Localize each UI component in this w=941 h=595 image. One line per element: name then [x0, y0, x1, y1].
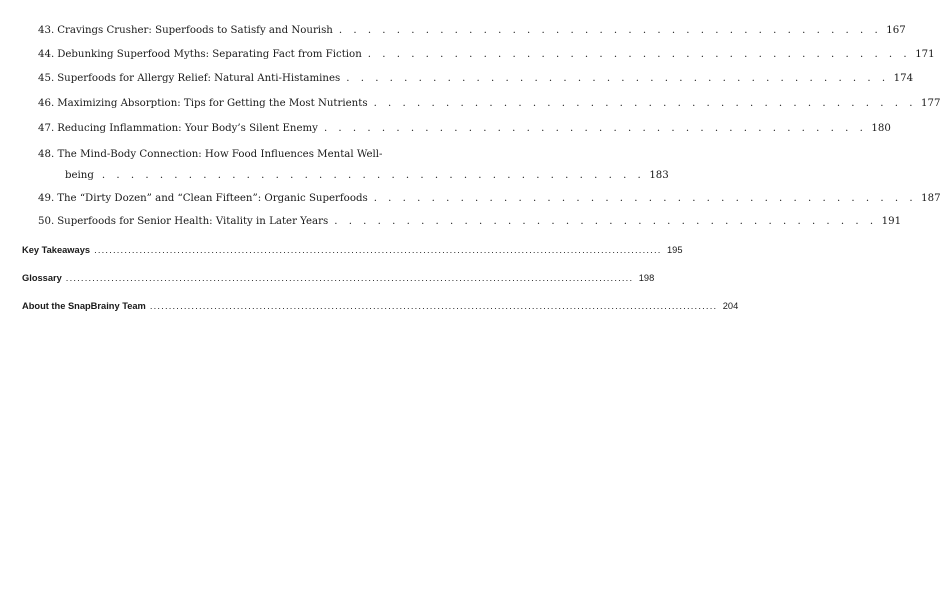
toc-entry-chapter-43[interactable]	[38, 24, 906, 37]
chapter-page-number: 174	[893, 73, 914, 84]
chapter-title-continued: being	[65, 170, 94, 181]
chapter-title: Debunking Superfood Myths: Separating Fact from Fiction	[57, 49, 362, 60]
toc-entry-chapter-46[interactable]	[38, 97, 941, 110]
chapter-number: 47.	[38, 123, 55, 134]
chapter-number: 46.	[38, 98, 55, 109]
chapter-title: The “Dirty Dozen” and “Clean Fifteen”: Organic Superfoods	[57, 193, 368, 204]
section-title: About the SnapBrainy Team	[22, 301, 146, 311]
toc-entry-chapter-48[interactable]	[38, 148, 669, 182]
leader-dots: . . . . . . . . . . . . . . . . . . . . . . . . . . . . . . . . . . . . . .	[338, 25, 882, 36]
leader-dots: . . . . . . . . . . . . . . . . . . . . . . . . . . . . . . . . . . . . . .	[367, 49, 911, 60]
toc-entry-chapter-49[interactable]	[38, 192, 941, 205]
chapter-page-number: 191	[881, 216, 902, 227]
toc-entry-glossary[interactable]	[22, 272, 655, 284]
chapter-title-line-2	[38, 169, 669, 182]
chapter-title-line-1	[38, 148, 398, 161]
chapter-page-number: 183	[649, 170, 669, 181]
toc-entry-chapter-45[interactable]	[38, 72, 914, 85]
toc-entry-chapter-47[interactable]	[38, 122, 891, 135]
toc-entry-chapter-50[interactable]	[38, 215, 902, 228]
chapter-number: 48.	[38, 149, 55, 160]
chapter-title: The Mind-Body Connection: How Food Influences Mental Well-	[57, 149, 383, 160]
toc-entry-key-takeaways[interactable]	[22, 244, 683, 256]
chapter-page-number: 171	[915, 49, 935, 60]
leader-dots: . . . . . . . . . . . . . . . . . . . . . . . . . . . . . . . . . . . . . .	[373, 193, 917, 204]
section-page-number: 195	[667, 245, 683, 255]
chapter-number: 50.	[38, 216, 55, 227]
section-page-number: 204	[722, 301, 739, 311]
section-title: Key Takeaways	[22, 245, 91, 255]
chapter-page-number: 167	[886, 25, 906, 36]
chapter-number: 45.	[38, 73, 55, 84]
leader-dots: ......................................................................................................................................................	[149, 301, 718, 311]
chapter-title: Reducing Inflammation: Your Body’s Silent Enemy	[57, 123, 318, 134]
toc-entry-about-team[interactable]	[22, 300, 739, 312]
leader-dots: . . . . . . . . . . . . . . . . . . . . . . . . . . . . . . . . . . . . . .	[373, 98, 917, 109]
chapter-page-number: 177	[921, 98, 941, 109]
chapter-number: 49.	[38, 193, 55, 204]
leader-dots: . . . . . . . . . . . . . . . . . . . . . . . . . . . . . . . . . . . . . .	[323, 123, 867, 134]
chapter-title: Superfoods for Allergy Relief: Natural Anti-Histamines	[57, 73, 341, 84]
toc-entry-chapter-44[interactable]	[38, 48, 935, 61]
leader-dots: ......................................................................................................................................................	[65, 273, 634, 283]
chapter-number: 44.	[38, 49, 55, 60]
chapter-title: Superfoods for Senior Health: Vitality in Later Years	[57, 216, 329, 227]
leader-dots: ......................................................................................................................................................	[94, 245, 662, 255]
leader-dots: . . . . . . . . . . . . . . . . . . . . . . . . . . . . . . . . . . . . . .	[101, 170, 645, 181]
section-page-number: 198	[638, 273, 655, 283]
chapter-page-number: 187	[921, 193, 941, 204]
chapter-number: 43.	[38, 25, 55, 36]
section-title: Glossary	[22, 273, 62, 283]
leader-dots: . . . . . . . . . . . . . . . . . . . . . . . . . . . . . . . . . . . . . .	[346, 73, 890, 84]
chapter-title: Maximizing Absorption: Tips for Getting the Most Nutrients	[57, 98, 368, 109]
chapter-title: Cravings Crusher: Superfoods to Satisfy and Nourish	[57, 25, 333, 36]
chapter-page-number: 180	[871, 123, 891, 134]
leader-dots: . . . . . . . . . . . . . . . . . . . . . . . . . . . . . . . . . . . . . .	[334, 216, 878, 227]
